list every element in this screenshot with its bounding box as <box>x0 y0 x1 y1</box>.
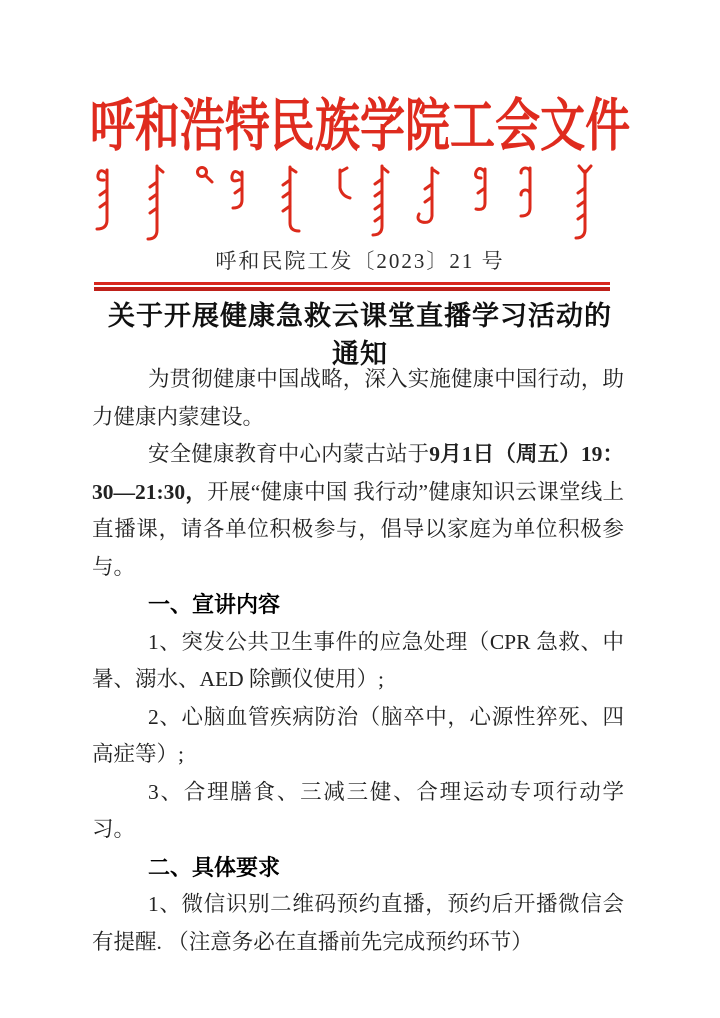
schedule-post-text: 开展“健康中国 我行动”健康知识云课堂线上直播课，请各单位积极参与，倡导以家庭为单位积极参与。 <box>92 479 624 579</box>
red-divider-line-bottom <box>94 287 610 291</box>
section1-item1: 1、突发公共卫生事件的应急处理（CPR 急救、中暑、溺水、AED 除颤仪使用）; <box>92 629 624 691</box>
red-header-org-title: 呼和浩特民族学院工会文件 <box>89 95 631 158</box>
mongolian-word <box>521 168 530 216</box>
mongolian-word <box>97 170 107 229</box>
section2-heading: 二、具体要求 <box>148 854 281 880</box>
mongolian-word <box>148 166 163 239</box>
doc-number: 呼和民院工发〔2023〕21 号 <box>215 249 505 273</box>
mongolian-script-icon <box>92 164 628 244</box>
document-body <box>92 361 624 961</box>
section1-heading: 一、宣讲内容 <box>148 592 281 617</box>
mongolian-script-svg <box>92 164 628 244</box>
mongolian-word <box>576 166 591 238</box>
red-divider-line-top <box>94 282 610 285</box>
mongolian-word <box>418 168 438 222</box>
schedule-datetime-bold: 9月1日（周五）19：30—21:30， <box>92 442 624 504</box>
section1-item3: 3、合理膳食、三减三健、合理运动专项行动学习。 <box>92 779 624 841</box>
document-title-line2: 通知 <box>332 339 388 369</box>
mongolian-word <box>340 168 350 198</box>
mongolian-word <box>373 166 388 235</box>
schedule-pre-text: 安全健康教育中心内蒙古站于 <box>148 442 430 466</box>
red-divider-line <box>94 282 610 291</box>
section1-item2: 2、心脑血管疾病防治（脑卒中，心源性猝死、四高症等）; <box>92 704 624 766</box>
mongolian-word <box>206 176 212 182</box>
mongolian-word <box>476 169 485 210</box>
section2-item1: 1、微信识别二维码预约直播，预约后开播微信会有提醒. （注意务必在直播前先完成预约环节） <box>92 892 624 954</box>
paragraph-intro: 为贯彻健康中国战略，深入实施健康中国行动，助力健康内蒙建设。 <box>92 367 624 429</box>
paragraph-schedule <box>92 436 624 586</box>
mongolian-word <box>232 172 242 209</box>
mongolian-word <box>283 167 299 231</box>
document-title-line1: 关于开展健康急救云课堂直播学习活动的 <box>108 301 612 331</box>
